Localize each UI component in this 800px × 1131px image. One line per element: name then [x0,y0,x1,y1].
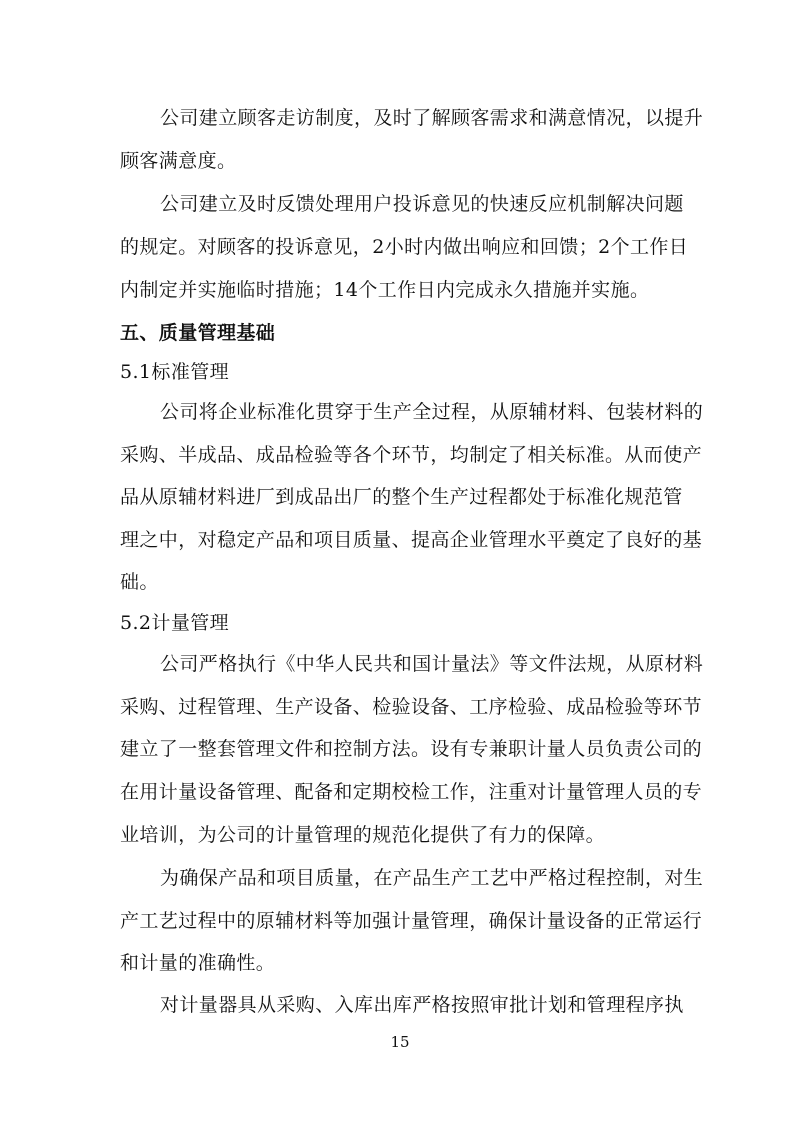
paragraph-line: 为确保产品和项目质量，在产品生产工艺中严格过程控制，对生 [160,867,704,889]
paragraph-line: 建立了一整套管理文件和控制方法。设有专兼职计量人员负责公司的 [120,738,703,760]
paragraph-line: 公司将企业标准化贯穿于生产全过程，从原辅材料、包装材料的 [160,401,704,423]
section-heading: 五、质量管理基础 [120,322,276,344]
paragraph-line: 顾客满意度。 [120,150,237,172]
paragraph-line: 的规定。对顾客的投诉意见，2小时内做出响应和回馈；2个工作日 [120,236,689,258]
paragraph-line: 础。 [120,571,159,593]
page-number: 15 [390,1033,410,1051]
paragraph-line: 对计量器具从采购、入库出库严格按照审批计划和管理程序执 [160,994,684,1016]
paragraph-line: 和计量的准确性。 [120,952,276,974]
paragraph-line: 内制定并实施临时措施；14个工作日内完成永久措施并实施。 [120,279,650,301]
paragraph-line: 公司建立顾客走访制度，及时了解顾客需求和满意情况，以提升 [160,107,704,129]
paragraph-line: 产工艺过程中的原辅材料等加强计量管理，确保计量设备的正常运行 [120,910,703,932]
paragraph-line: 理之中，对稳定产品和项目质量、提高企业管理水平奠定了良好的基 [120,529,703,551]
paragraph-line: 公司建立及时反馈处理用户投诉意见的快速反应机制解决问题 [160,193,684,215]
paragraph-line: 在用计量设备管理、配备和定期校检工作，注重对计量管理人员的专 [120,781,703,803]
paragraph-line: 业培训，为公司的计量管理的规范化提供了有力的保障。 [120,824,606,846]
paragraph-line: 品从原辅材料进厂到成品出厂的整个生产过程都处于标准化规范管 [120,486,683,508]
paragraph-line: 采购、半成品、成品检验等各个环节，均制定了相关标准。从而使产 [120,444,703,466]
paragraph-line: 采购、过程管理、生产设备、检验设备、工序检验、成品检验等环节 [120,696,703,718]
subsection-heading: 5.1标准管理 [120,361,230,383]
paragraph-line: 公司严格执行《中华人民共和国计量法》等文件法规，从原材料 [160,653,704,675]
subsection-heading: 5.2计量管理 [120,612,230,634]
